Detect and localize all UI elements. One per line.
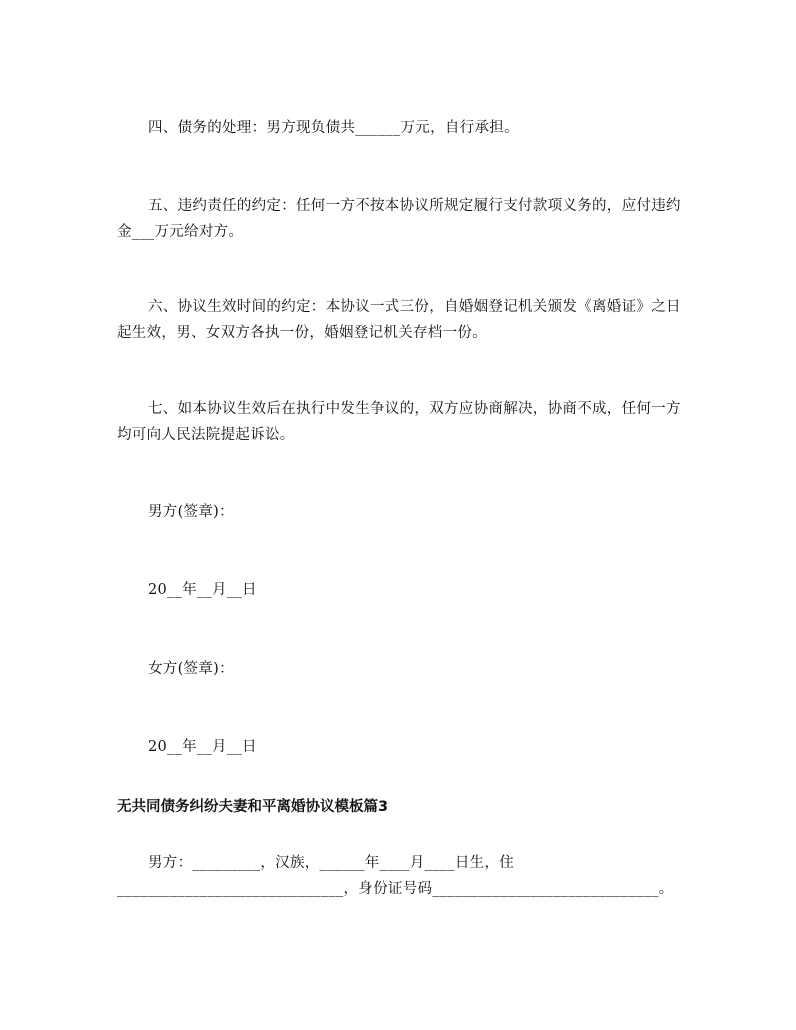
clause-dispute-resolution: 七、如本协议生效后在执行中发生争议的，双方应协商解决，协商不成，任何一方均可向人民法院提起诉讼。	[117, 401, 681, 443]
male-signature-line: 男方(签章)：	[148, 504, 234, 520]
male-party-info: 男方：_________，汉族，______年____月____日生，住______________________________，身份证号码______________________________。	[117, 855, 674, 897]
clause-effective-time: 六、协议生效时间的约定：本协议一式三份，自婚姻登记机关颁发《离婚证》之日起生效，男、女双方各执一份，婚姻登记机关存档一份。	[117, 299, 681, 341]
clause-debt-handling: 四、债务的处理：男方现负债共______万元，自行承担。	[148, 120, 519, 136]
section-heading: 无共同债务纠纷夫妻和平离婚协议模板篇3	[117, 799, 389, 815]
female-signature-line: 女方(签章)：	[148, 661, 234, 677]
male-signature-date: 20__年__月__日	[148, 582, 257, 598]
clause-breach-liability: 五、违约责任的约定：任何一方不按本协议所规定履行支付款项义务的，应付违约金___万元给对方。	[117, 198, 681, 240]
female-signature-date: 20__年__月__日	[148, 739, 257, 755]
